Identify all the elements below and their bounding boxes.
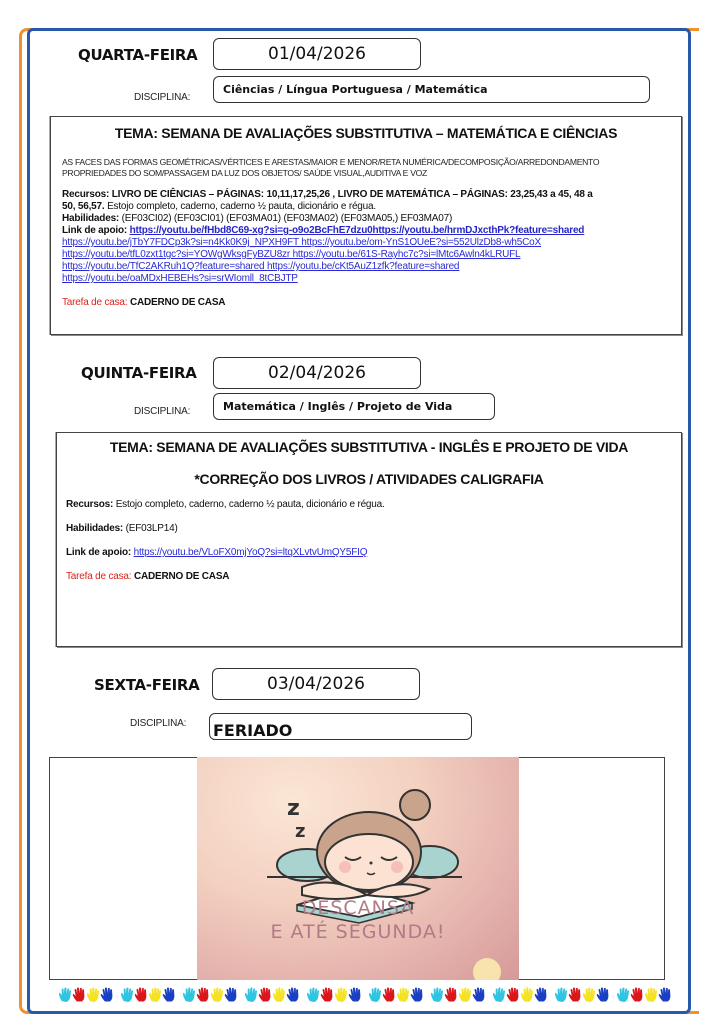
hand-icon — [224, 987, 238, 1003]
hand-icon — [134, 987, 148, 1003]
hand-icon — [162, 987, 176, 1003]
topics-1 — [62, 157, 681, 179]
hand-icon — [306, 987, 320, 1003]
homework-line-2 — [66, 571, 681, 583]
weekday-label-3: SEXTA-FEIRA — [94, 676, 200, 694]
details-2 — [66, 499, 681, 583]
recursos-label: Recursos: — [62, 189, 110, 200]
hand-icon — [506, 987, 520, 1003]
habilidades-codes: (EF03LP14) — [125, 523, 178, 534]
homework-label: Tarefa de casa: — [66, 571, 132, 582]
habilidades-line — [66, 523, 681, 535]
hand-group — [244, 987, 300, 1003]
hand-group — [430, 987, 486, 1003]
hand-group — [120, 987, 176, 1003]
hand-group — [182, 987, 238, 1003]
hand-icon — [458, 987, 472, 1003]
date-field-3: 03/04/2026 — [212, 668, 420, 700]
hand-group — [368, 987, 424, 1003]
links-line-2 — [66, 547, 681, 559]
hand-icon — [120, 987, 134, 1003]
hand-icon — [410, 987, 424, 1003]
habilidades-label: Habilidades: — [62, 213, 120, 224]
hand-group — [554, 987, 610, 1003]
habilidades-codes: (EF03CI02) (EF03CI01) (EF03MA01) (EF03MA02) (EF03MA05,) EF03MA07) — [121, 213, 453, 224]
discipline-field-3: FERIADO — [209, 713, 472, 740]
recursos-line — [66, 499, 681, 511]
holiday-caption-line2: E ATÉ SEGUNDA! — [270, 921, 446, 943]
hand-icon — [568, 987, 582, 1003]
hand-icon — [430, 987, 444, 1003]
hand-group — [616, 987, 672, 1003]
recursos-books: LIVRO DE CIÊNCIAS – PÁGINAS: 10,11,17,25,26 , LIVRO DE MATEMÁTICA – PÁGINAS: 23,25,43 a 45, 48 a — [111, 189, 593, 200]
hand-icon — [582, 987, 596, 1003]
homework-line-1 — [62, 297, 681, 309]
hand-icon — [348, 987, 362, 1003]
topics-line: PROPRIEDADES DO SOM/PASSAGEM DA LUZ DOS OBJETOS/ SAÚDE VISUAL,AUDITIVA E VOZ — [62, 168, 427, 178]
topics-line: AS FACES DAS FORMAS GEOMÉTRICAS/VÉRTICES E ARESTAS/MAIOR E MENOR/RETA NUMÉRICA/DECOMPOSIÇÃO/ARREDONDAMENTO — [62, 157, 600, 167]
support-link[interactable]: https://youtu.be/tfL0zxt1tgc?si=YOWgWksgFyBZU8zr https://youtu.be/61S-Rayhc7c?si=lMtc6Awln4kLRUFL — [62, 249, 521, 260]
discipline-field-2: Matemática / Inglês / Projeto de Vida — [213, 393, 495, 420]
hand-icon — [534, 987, 548, 1003]
sleeping-girl-illustration — [197, 757, 519, 980]
details-1 — [62, 189, 681, 309]
holiday-caption-line1: DESCANSA — [301, 897, 415, 919]
hand-icon — [492, 987, 506, 1003]
discipline-label-1: DISCIPLINA: — [134, 92, 191, 103]
recursos-pages: 50, 56,57. — [62, 201, 105, 212]
date-field-1: 01/04/2026 — [213, 38, 421, 70]
recursos-label: Recursos: — [66, 499, 114, 510]
hand-icon — [72, 987, 86, 1003]
links-line-1 — [62, 225, 681, 237]
sleeping-girl-icon — [197, 757, 519, 980]
lesson-box-2 — [56, 432, 682, 647]
hand-group — [58, 987, 114, 1003]
hand-icon — [444, 987, 458, 1003]
hand-icon — [396, 987, 410, 1003]
discipline-label-3: DISCIPLINA: — [130, 718, 187, 729]
recursos-materials: Estojo completo, caderno, caderno ½ pauta, dicionário e régua. — [115, 499, 385, 510]
tema-title-2: TEMA: SEMANA DE AVALIAÇÕES SUBSTITUTIVA - INGLÊS E PROJETO DE VIDA — [109, 439, 629, 455]
homework-value: CADERNO DE CASA — [129, 297, 226, 308]
discipline-label-2: DISCIPLINA: — [134, 406, 191, 417]
hand-icon — [320, 987, 334, 1003]
hand-icon — [258, 987, 272, 1003]
weekday-label-1: QUARTA-FEIRA — [78, 46, 198, 64]
hand-icon — [644, 987, 658, 1003]
link-label: Link de apoio: — [62, 225, 127, 236]
recursos-line-2 — [62, 201, 681, 213]
hand-group — [492, 987, 548, 1003]
svg-text:z: z — [295, 821, 306, 842]
date-field-2: 02/04/2026 — [213, 357, 421, 389]
hand-icon — [182, 987, 196, 1003]
hands-decoration-border — [58, 987, 678, 1003]
hand-icon — [520, 987, 534, 1003]
support-link[interactable]: https://youtu.be/fHbd8C69-xg?si=g-o9o2BcFhE7dzu0https://youtu.be/hrmDJxcthPk?feature=shared — [129, 225, 585, 236]
subtitle-2: *CORREÇÃO DOS LIVROS / ATIVIDADES CALIGRAFIA — [194, 471, 544, 487]
hand-icon — [630, 987, 644, 1003]
support-link[interactable]: https://youtu.be/oaMDxHEBEHs?si=srWIomll_8tCBJTP — [62, 273, 298, 284]
svg-text:z: z — [287, 796, 300, 821]
support-link[interactable]: https://youtu.be/TfC2AKRuh1Q?feature=shared https://youtu.be/cKt5AuZ1zfk?feature=shared — [62, 261, 460, 272]
hand-icon — [472, 987, 486, 1003]
weekday-label-2: QUINTA-FEIRA — [81, 364, 197, 382]
lesson-box-1 — [50, 116, 682, 335]
discipline-field-1: Ciências / Língua Portuguesa / Matemática — [213, 76, 650, 103]
hand-icon — [334, 987, 348, 1003]
habilidades-line-1 — [62, 213, 681, 225]
homework-label: Tarefa de casa: — [62, 297, 128, 308]
hand-icon — [148, 987, 162, 1003]
homework-value: CADERNO DE CASA — [133, 571, 230, 582]
hand-icon — [368, 987, 382, 1003]
recursos-line-1 — [62, 189, 681, 201]
hand-icon — [100, 987, 114, 1003]
hand-icon — [616, 987, 630, 1003]
recursos-materials: Estojo completo, caderno, caderno ½ pauta, dicionário e régua. — [107, 201, 376, 212]
hand-icon — [554, 987, 568, 1003]
hand-icon — [86, 987, 100, 1003]
support-link[interactable]: https://youtu.be/jTbY7FDCp3k?si=n4Kk0K9j_NPXH9FT https://youtu.be/om-YnS1OUeE?si=552UlzDb8-wh5CoX — [62, 237, 542, 248]
tema-title-1: TEMA: SEMANA DE AVALIAÇÕES SUBSTITUTIVA – MATEMÁTICA E CIÊNCIAS — [114, 125, 618, 141]
hand-icon — [658, 987, 672, 1003]
hand-icon — [286, 987, 300, 1003]
hand-icon — [58, 987, 72, 1003]
hand-group — [306, 987, 362, 1003]
hand-icon — [596, 987, 610, 1003]
link-label: Link de apoio: — [66, 547, 131, 558]
hand-icon — [210, 987, 224, 1003]
hand-icon — [244, 987, 258, 1003]
hand-icon — [196, 987, 210, 1003]
hand-icon — [272, 987, 286, 1003]
hand-icon — [382, 987, 396, 1003]
support-link[interactable]: https://youtu.be/VLoFX0mjYoQ?si=ltqXLvtvUmQY5FIQ — [133, 547, 368, 558]
habilidades-label: Habilidades: — [66, 523, 124, 534]
